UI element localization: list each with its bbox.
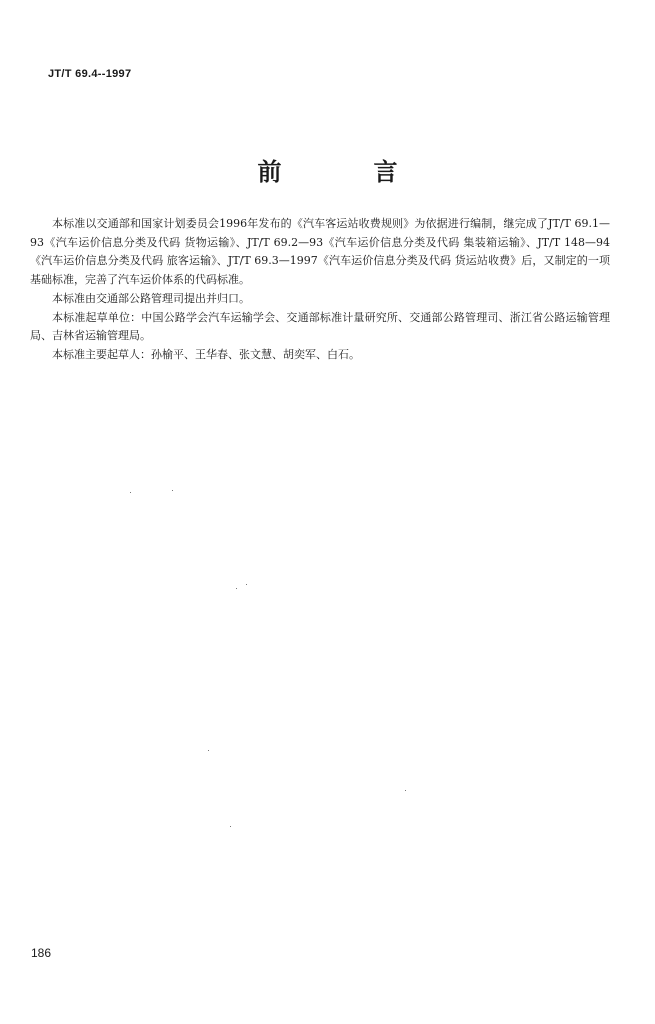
paragraph-drafting-units: 本标准起草单位：中国公路学会汽车运输学会、交通部标准计量研究所、交通部公路管理司、浙江省公路运输管理局、吉林省运输管理局。 (30, 310, 610, 343)
scan-speck (230, 826, 231, 827)
paragraph-proposer: 本标准由交通部公路管理司提出并归口。 (52, 291, 250, 305)
scan-speck (172, 490, 173, 491)
scan-speck (208, 750, 209, 751)
page-title: 前言 (257, 157, 490, 186)
foreword-body (30, 215, 610, 365)
page-number: 186 (31, 946, 52, 960)
scan-speck (130, 492, 131, 493)
scan-speck (236, 588, 237, 589)
paragraph-drafters: 本标准主要起草人：孙榆平、王华春、张文慧、胡奕军、白石。 (52, 347, 360, 361)
paragraph-basis: 本标准以交通部和国家计划委员会1996年发布的《汽车客运站收费规则》为依据进行编制，继完成了JT/T 69.1—93《汽车运价信息分类及代码 货物运输》、JT/T 69.2—93《汽车运价信息分类及代码 集装箱运输》、JT/T 148—94《汽车运价信息分类及代码 旅客运输》、JT/T 69.3—1997《汽车运价信息分类及代码 货运站收费》后，又制定的一项基础标准，完善了汽车运价体系的代码标准。 (30, 217, 610, 287)
standard-code: JT/T 69.4--1997 (48, 68, 132, 80)
scan-speck (405, 790, 406, 791)
scan-speck (246, 584, 247, 585)
